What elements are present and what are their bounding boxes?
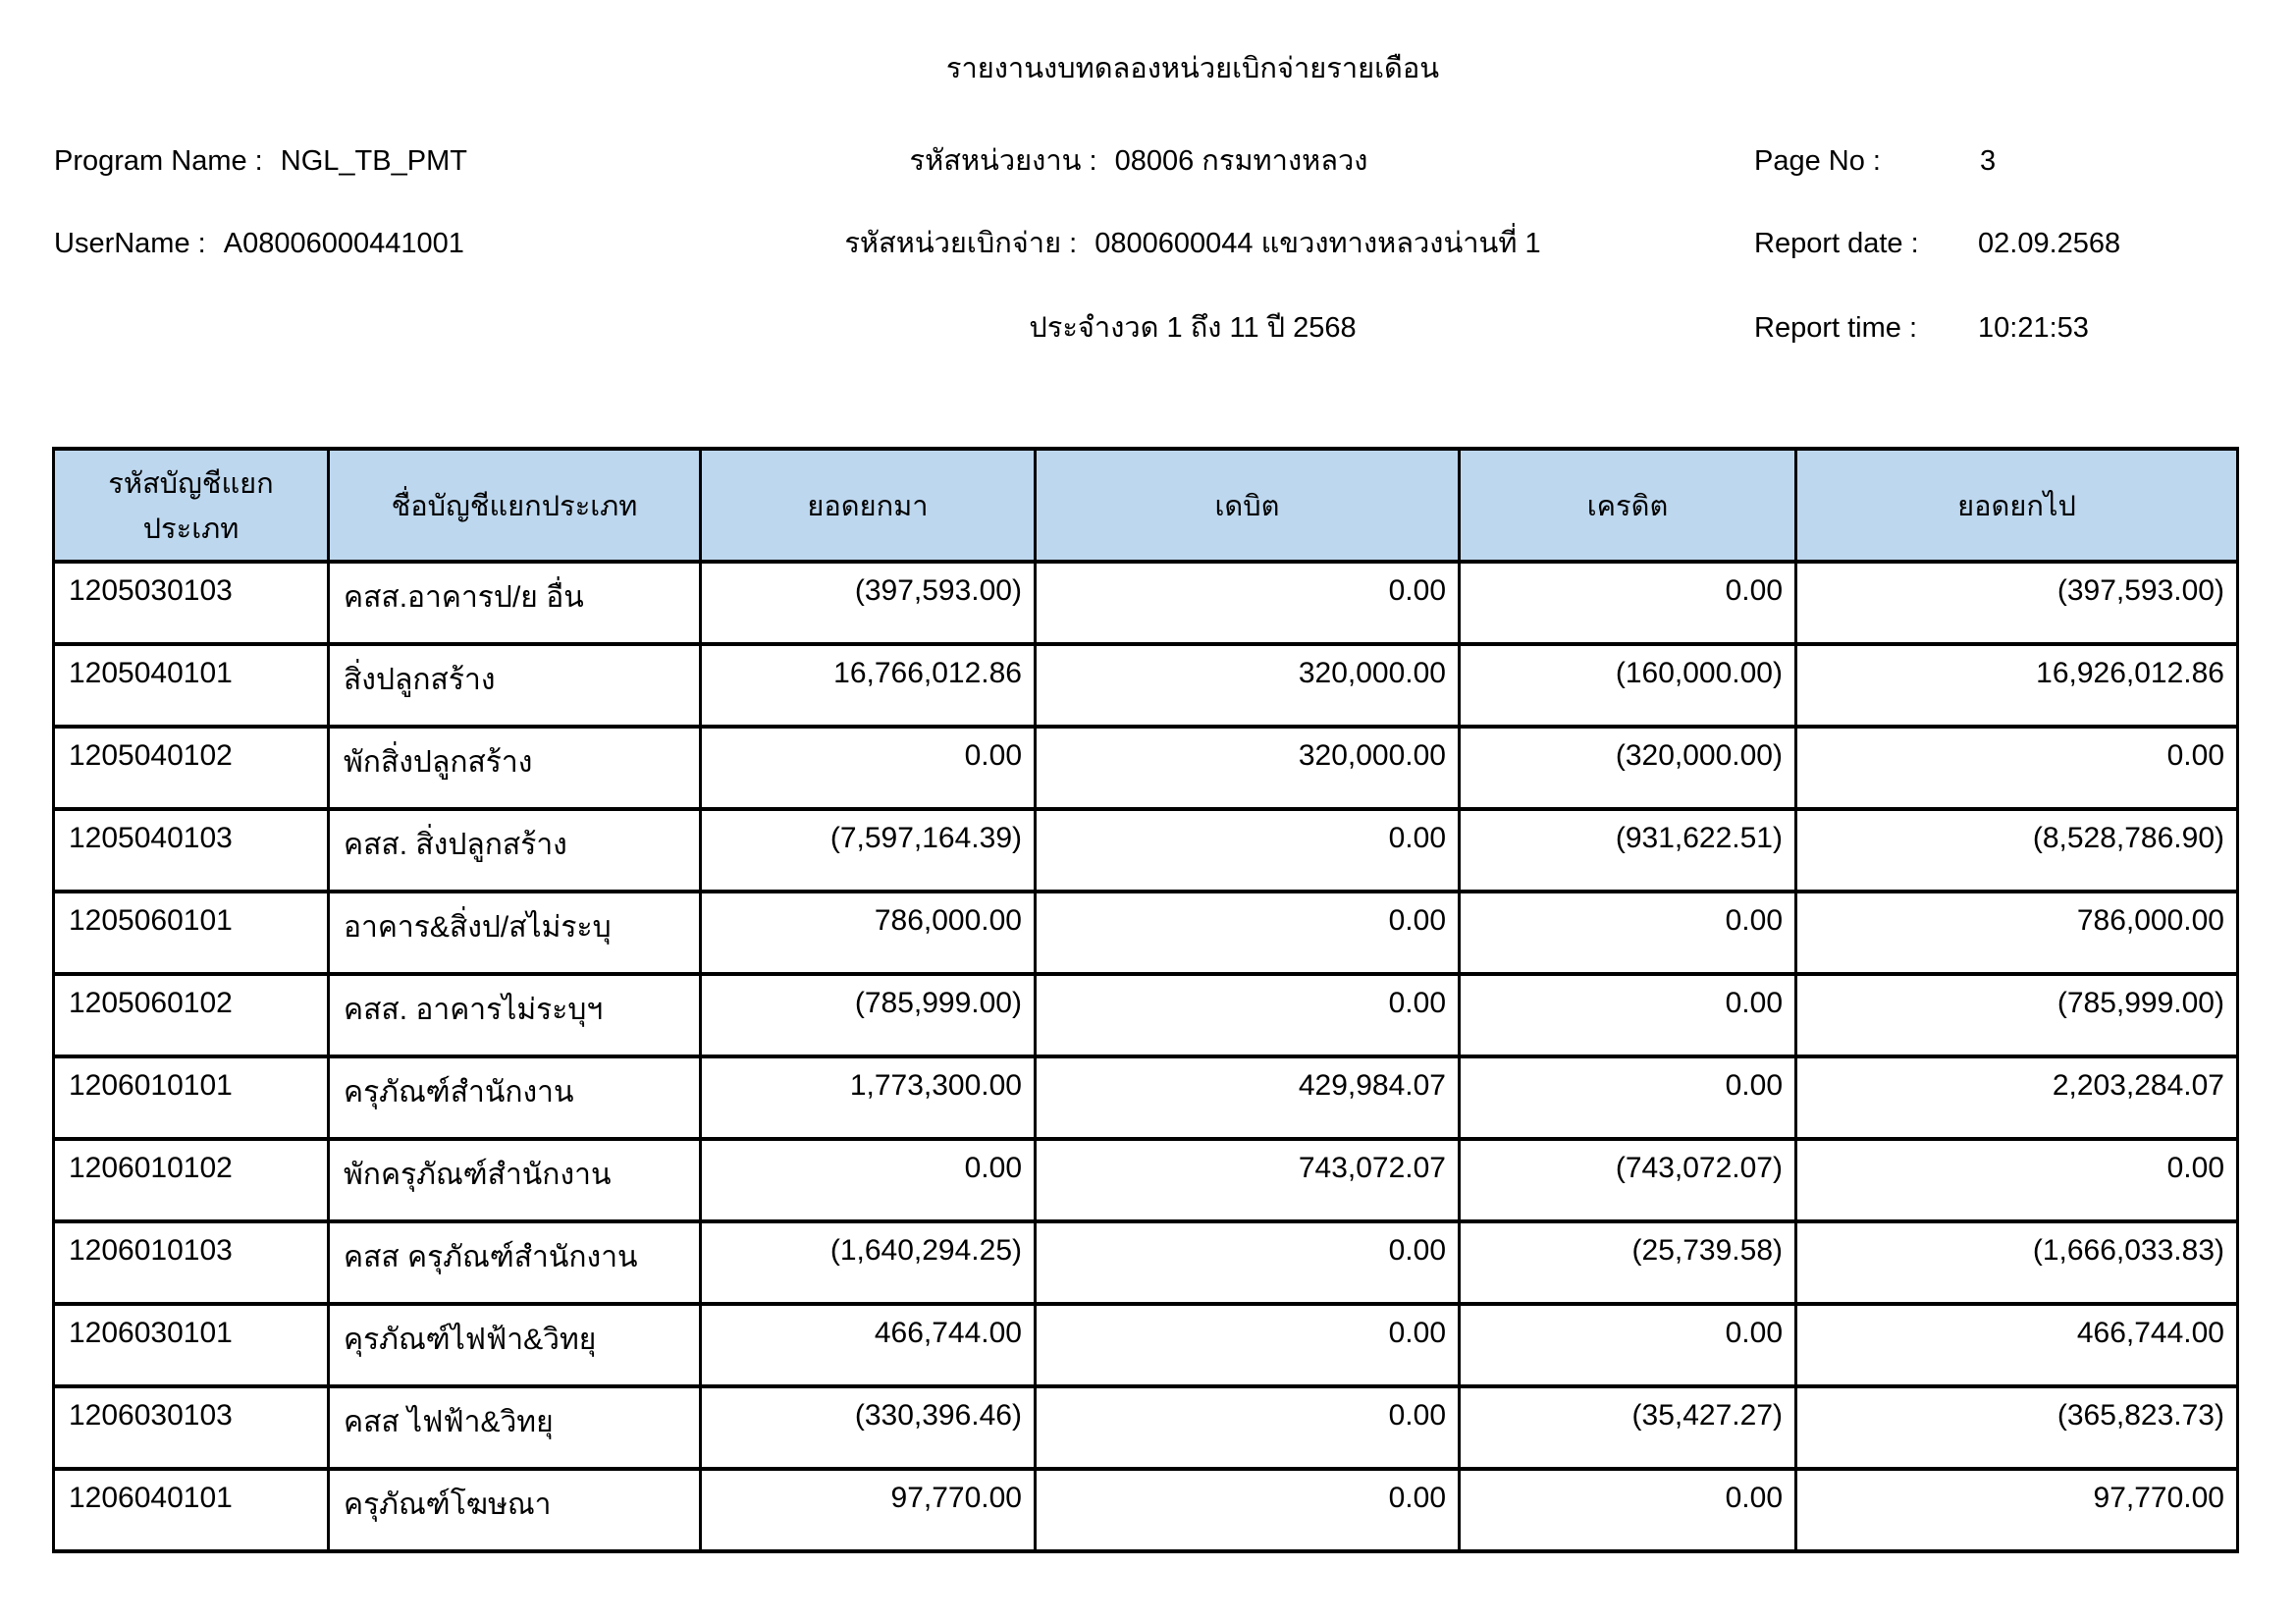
account-code-cell: 1206030101 [54,1304,329,1386]
table-row [54,809,2238,892]
debit-cell: 0.00 [1036,974,1460,1056]
credit-cell: 0.00 [1460,974,1796,1056]
debit-cell: 0.00 [1036,562,1460,644]
ending-balance-cell: 0.00 [1796,727,2238,809]
debit-cell: 0.00 [1036,892,1460,974]
account-name-cell: อาคาร&สิ่งป/สไม่ระบุ [329,892,701,974]
table-row [54,1469,2238,1551]
table-row [54,727,2238,809]
disbursement-unit-value: 0800600044 แขวงทางหลวงน่านที่ 1 [1095,228,1541,259]
credit-cell: (160,000.00) [1460,644,1796,727]
ending-balance-cell: 16,926,012.86 [1796,644,2238,727]
table-row [54,1304,2238,1386]
table-row [54,1221,2238,1304]
column-header-account-name: ชื่อบัญชีแยกประเภท [329,449,701,562]
table-header [54,449,2238,562]
account-name-cell: ครุภัณฑ์โฆษณา [329,1469,701,1551]
table-row [54,1139,2238,1221]
account-name-cell: พักครุภัณฑ์สำนักงาน [329,1139,701,1221]
ending-balance-cell: (397,593.00) [1796,562,2238,644]
agency-code-line [910,143,1368,181]
account-code-cell: 1205040101 [54,644,329,727]
program-name-label: Program Name : [54,145,263,177]
account-code-cell: 1206010101 [54,1056,329,1139]
credit-cell: (25,739.58) [1460,1221,1796,1304]
beginning-balance-cell: 1,773,300.00 [701,1056,1036,1139]
beginning-balance-cell: 466,744.00 [701,1304,1036,1386]
username-value: A08006000441001 [223,228,464,259]
beginning-balance-cell: (785,999.00) [701,974,1036,1056]
credit-cell: 0.00 [1460,1304,1796,1386]
account-name-cell: คสส.อาคารป/ย อื่น [329,562,701,644]
period-text: ประจำงวด 1 ถึง 11 ปี 2568 [1029,312,1357,344]
disbursement-unit-line [844,226,1540,263]
credit-cell: (743,072.07) [1460,1139,1796,1221]
table-row [54,1386,2238,1469]
column-header-debit: เดบิต [1036,449,1460,562]
credit-cell: 0.00 [1460,892,1796,974]
account-name-cell: คสส. สิ่งปลูกสร้าง [329,809,701,892]
column-header-beginning-balance: ยอดยกมา [701,449,1036,562]
debit-cell: 0.00 [1036,1221,1460,1304]
account-code-cell: 1205040103 [54,809,329,892]
report-time-label: Report time : [1754,312,1917,344]
ending-balance-cell: 97,770.00 [1796,1469,2238,1551]
account-name-cell: สิ่งปลูกสร้าง [329,644,701,727]
account-code-cell: 1206040101 [54,1469,329,1551]
debit-cell: 320,000.00 [1036,644,1460,727]
account-name-cell: คสส. อาคารไม่ระบุฯ [329,974,701,1056]
account-name-cell: พักสิ่งปลูกสร้าง [329,727,701,809]
table-row [54,974,2238,1056]
page-no-label: Page No : [1754,145,1881,177]
ending-balance-cell: 2,203,284.07 [1796,1056,2238,1139]
debit-cell: 320,000.00 [1036,727,1460,809]
ending-balance-cell: 786,000.00 [1796,892,2238,974]
debit-cell: 0.00 [1036,809,1460,892]
agency-code-value: 08006 กรมทางหลวง [1114,145,1368,177]
account-name-cell: คสส ไฟฟ้า&วิทยุ [329,1386,701,1469]
credit-cell: 0.00 [1460,1469,1796,1551]
credit-cell: 0.00 [1460,562,1796,644]
trial-balance-table [52,447,2239,1553]
account-code-cell: 1206010102 [54,1139,329,1221]
table-row [54,644,2238,727]
account-code-cell: 1205060101 [54,892,329,974]
table-body [54,562,2238,1551]
report-title: รายงานงบทดลองหน่วยเบิกจ่ายรายเดือน [945,53,1440,84]
page-no-value: 3 [1980,145,1997,177]
beginning-balance-cell: (7,597,164.39) [701,809,1036,892]
beginning-balance-cell: (1,640,294.25) [701,1221,1036,1304]
username-label: UserName : [54,228,206,259]
report-date-value: 02.09.2568 [1978,228,2121,259]
debit-cell: 429,984.07 [1036,1056,1460,1139]
table-row [54,562,2238,644]
beginning-balance-cell: 97,770.00 [701,1469,1036,1551]
debit-cell: 0.00 [1036,1386,1460,1469]
account-code-cell: 1206030103 [54,1386,329,1469]
table-row [54,1056,2238,1139]
ending-balance-cell: (8,528,786.90) [1796,809,2238,892]
column-header-credit: เครดิต [1460,449,1796,562]
credit-cell: (35,427.27) [1460,1386,1796,1469]
beginning-balance-cell: (397,593.00) [701,562,1036,644]
report-date-label: Report date : [1754,228,1919,259]
account-code-cell: 1205030103 [54,562,329,644]
account-name-cell: ครุภัณฑ์สำนักงาน [329,1056,701,1139]
beginning-balance-cell: 0.00 [701,727,1036,809]
ending-balance-cell: 466,744.00 [1796,1304,2238,1386]
account-code-cell: 1205060102 [54,974,329,1056]
disbursement-unit-label: รหัสหน่วยเบิกจ่าย : [844,228,1078,259]
account-code-cell: 1206010103 [54,1221,329,1304]
beginning-balance-cell: 0.00 [701,1139,1036,1221]
column-header-ending-balance: ยอดยกไป [1796,449,2238,562]
beginning-balance-cell: 786,000.00 [701,892,1036,974]
debit-cell: 0.00 [1036,1469,1460,1551]
ending-balance-cell: 0.00 [1796,1139,2238,1221]
username-line [54,226,464,263]
column-header-account-code: รหัสบัญชีแยกประเภท [54,449,329,562]
report-time-value: 10:21:53 [1978,312,2089,344]
beginning-balance-cell: 16,766,012.86 [701,644,1036,727]
account-name-cell: คุรภัณฑ์ไฟฟ้า&วิทยุ [329,1304,701,1386]
program-name-value: NGL_TB_PMT [280,145,467,177]
program-name-line [54,143,467,181]
account-name-cell: คสส ครุภัณฑ์สำนักงาน [329,1221,701,1304]
table-row [54,892,2238,974]
credit-cell: (320,000.00) [1460,727,1796,809]
credit-cell: (931,622.51) [1460,809,1796,892]
table-header-row [54,449,2238,562]
account-code-cell: 1205040102 [54,727,329,809]
ending-balance-cell: (785,999.00) [1796,974,2238,1056]
credit-cell: 0.00 [1460,1056,1796,1139]
agency-code-label: รหัสหน่วยงาน : [909,145,1097,177]
debit-cell: 0.00 [1036,1304,1460,1386]
ending-balance-cell: (365,823.73) [1796,1386,2238,1469]
ending-balance-cell: (1,666,033.83) [1796,1221,2238,1304]
beginning-balance-cell: (330,396.46) [701,1386,1036,1469]
debit-cell: 743,072.07 [1036,1139,1460,1221]
